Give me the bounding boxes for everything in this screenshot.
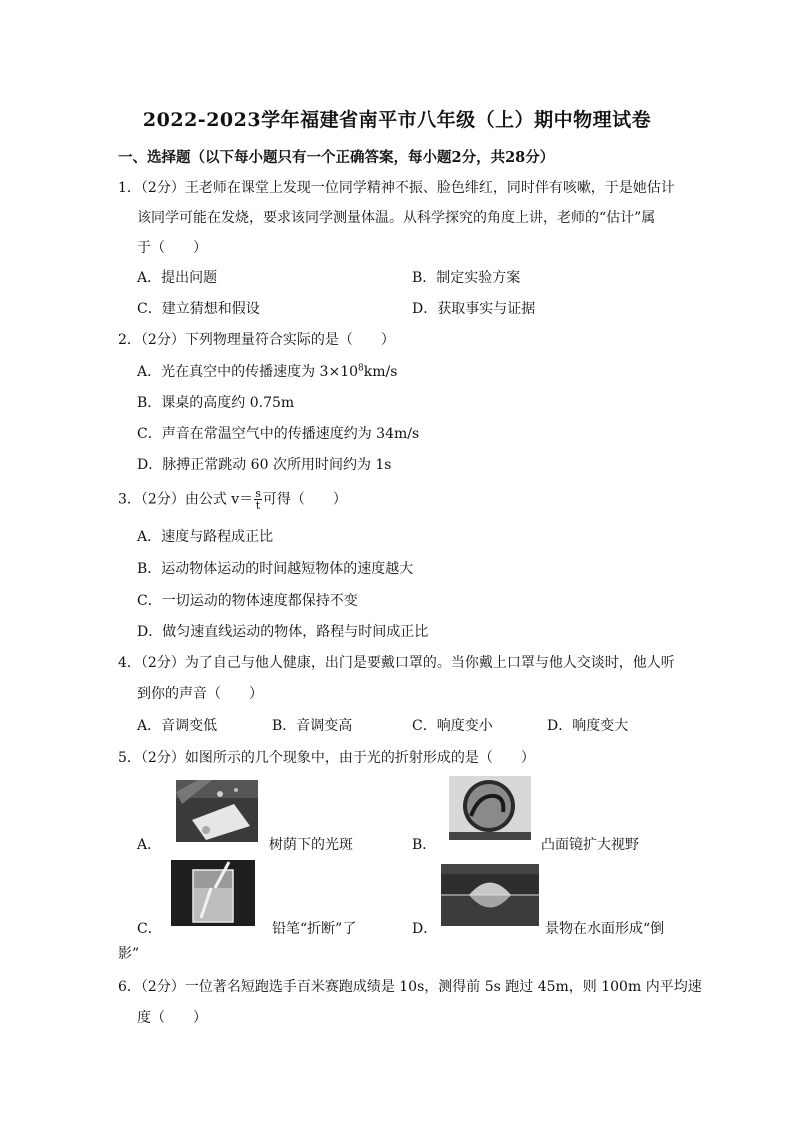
q4-option-a: A．音调变低 [137,718,218,734]
q4-line-1: 4．（2分）为了自己与他人健康，出门是要戴口罩的。当你戴上口罩与他人交谈时，他人听 [118,655,675,671]
q2-option-b: B．课桌的高度约 0.75m [137,395,295,411]
q5-option-c-text: 铅笔“折断”了 [272,921,357,937]
velocity-fraction [254,488,262,511]
q1-line-3: 于（ ） [137,240,207,256]
q1-option-b: B．制定实验方案 [412,270,521,286]
fraction-numerator: s [255,487,261,500]
water-reflection-photo [441,864,539,926]
q5-stem: 5．（2分）如图所示的几个现象中，由于光的折射形成的是（ ） [118,750,535,766]
fraction-denominator: t [255,499,261,512]
q5-option-a-label: A． [137,837,162,853]
light-spot-photo [176,780,258,842]
q1-option-d: D．获取事实与证据 [412,301,536,317]
q3-option-c: C．一切运动的物体速度都保持不变 [137,593,358,609]
q1-option-c: C．建立猜想和假设 [137,301,260,317]
page-title: 2022-2023学年福建省南平市八年级（上）期中物理试卷 [142,109,652,131]
q2-option-d: D．脉搏正常跳动 60 次所用时间约为 1s [137,457,392,473]
q2-option-c: C．声音在常温空气中的传播速度约为 34m/s [137,426,420,442]
q5-option-d-label: D． [412,921,438,937]
q1-option-a: A．提出问题 [137,270,218,286]
convex-mirror-photo [449,776,531,840]
q4-line-2: 到你的声音（ ） [137,686,263,702]
q5-option-d-wrap: 影” [118,946,140,962]
q1-line-2: 该同学可能在发烧，要求该同学测量体温。从科学探究的角度上讲，老师的“估计”属 [137,210,656,226]
q5-option-b-text: 凸面镜扩大视野 [541,837,639,853]
q3-option-b: B．运动物体运动的时间越短物体的速度越大 [137,561,414,577]
q3-stem-pre: 3．（2分）由公式 v＝ [118,491,254,508]
q4-option-b: B．音调变高 [272,718,353,734]
section-heading: 一、选择题（以下每小题只有一个正确答案，每小题2分，共28分） [118,149,555,166]
q4-option-c: C．响度变小 [412,718,493,734]
q2-option-a-unit: km/s [363,364,398,380]
q6-line-2: 度（ ） [137,1010,207,1026]
q5-option-b-label: B． [412,837,437,853]
q6-line-1: 6．（2分）一位著名短跑选手百米赛跑成绩是 10s，测得前 5s 跑过 45m，则 100m 内平均速 [118,979,702,995]
q2-option-a-text: A．光在真空中的传播速度为 3×10 [137,364,359,380]
q2-option-a [137,362,397,382]
q2-stem: 2．（2分）下列物理量符合实际的是（ ） [118,332,395,348]
q5-option-c-label: C． [137,921,162,937]
q4-option-d: D．响度变大 [547,718,629,734]
q1-line-1: 1．（2分）王老师在课堂上发现一位同学精神不振、脸色绯红，同时伴有咳嗽，于是她估计 [118,180,675,196]
q5-option-d-text: 景物在水面形成“倒 [545,921,665,937]
q3-option-a: A．速度与路程成正比 [137,529,274,545]
q5-option-a-text: 树荫下的光斑 [269,837,353,853]
bent-pencil-photo [171,860,255,926]
q3-option-d: D．做匀速直线运动的物体，路程与时间成正比 [137,624,429,640]
q2-option-a-exponent: 8 [358,363,364,374]
q3-stem-post: 可得（ ） [262,491,347,508]
q3-stem [118,488,347,511]
